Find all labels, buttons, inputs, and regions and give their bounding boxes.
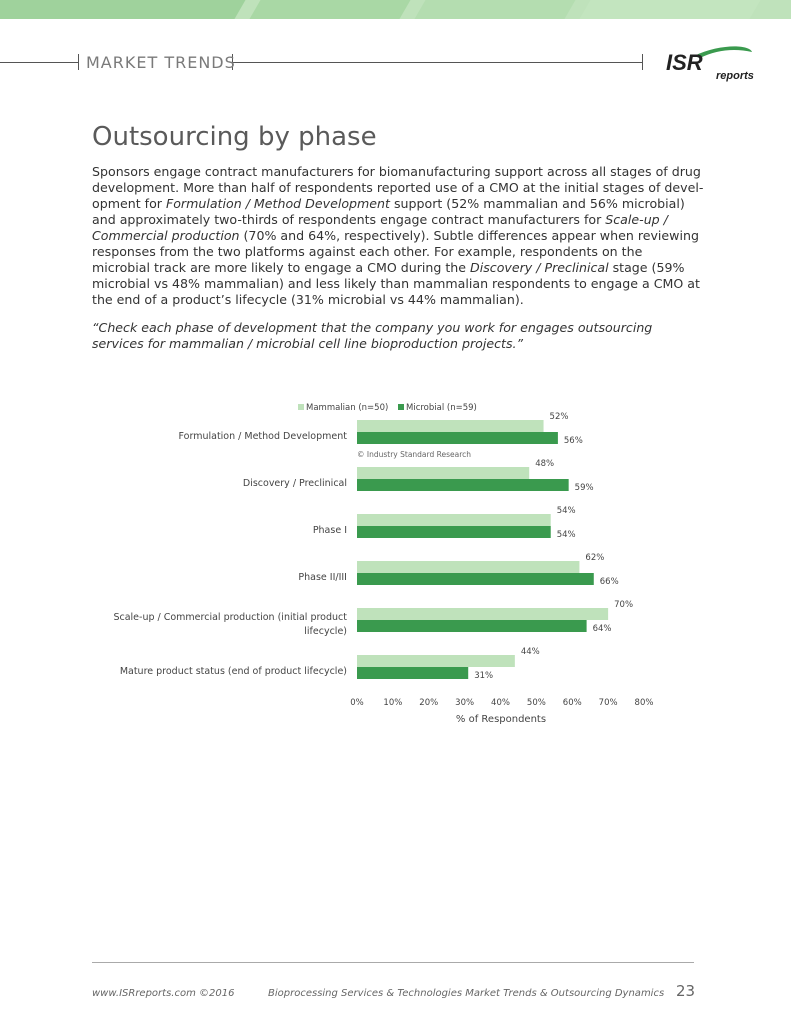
x-tick-label: 10% — [383, 698, 403, 708]
bar — [357, 514, 551, 526]
x-tick-label: 60% — [562, 698, 582, 708]
data-label: 70% — [614, 600, 634, 610]
x-tick-label: 50% — [526, 698, 546, 708]
category-label: Formulation / Method Development — [178, 431, 347, 442]
data-label: 62% — [585, 553, 605, 563]
isr-reports-logo — [664, 46, 764, 82]
bar — [357, 573, 594, 585]
x-tick-label: 0% — [350, 698, 364, 708]
legend-swatch — [398, 404, 404, 410]
category-label: Mature product status (end of product lifecycle) — [119, 666, 347, 677]
data-label: 44% — [520, 647, 540, 657]
x-tick-label: 20% — [419, 698, 439, 708]
data-label: 56% — [563, 436, 583, 446]
x-tick-label: 40% — [491, 698, 510, 708]
data-label: 66% — [599, 577, 619, 587]
bar — [357, 655, 515, 667]
category-label: Phase I — [312, 525, 347, 536]
survey-question-quote: “Check each phase of development that the company you work for engages outsourcing services for mammalian / microbial cell line bioproduction projects.” — [92, 320, 653, 351]
bar — [357, 608, 608, 620]
footer-website[interactable]: www.ISRreports.com ©2016 — [92, 988, 235, 999]
data-label: 59% — [574, 483, 594, 493]
legend-label: Mammalian (n=50) — [306, 403, 389, 413]
header-tick — [78, 54, 79, 70]
bar — [357, 620, 587, 632]
bar — [357, 667, 468, 679]
footer-publication-title: Bioprocessing Services & Technologies Market Trends & Outsourcing Dynamics — [268, 988, 665, 999]
header-rule-left — [0, 62, 78, 63]
header-rule-right — [232, 62, 642, 63]
data-label: 48% — [535, 459, 555, 469]
category-label: Scale-up / Commercial production (initial product — [113, 612, 347, 623]
data-label: 54% — [556, 530, 576, 540]
data-label: 64% — [592, 624, 612, 634]
emphasis-scale-up: Scale-up / Commercial production — [92, 212, 668, 243]
logo-swoosh — [694, 46, 752, 58]
category-label: Phase II/III — [298, 572, 347, 583]
chart-copyright: © Industry Standard Research — [357, 450, 472, 459]
logo-sub-text: reports — [716, 70, 754, 82]
bar — [357, 420, 544, 432]
legend-label: Microbial (n=59) — [406, 403, 477, 413]
section-label: MARKET TRENDS — [86, 53, 236, 72]
x-axis-title: % of Respondents — [455, 714, 547, 725]
header-tick — [642, 54, 643, 70]
page-title: Outsourcing by phase — [92, 122, 377, 152]
emphasis-discovery: Discovery / Preclinical — [470, 260, 609, 275]
logo-main-text: ISR — [666, 50, 703, 75]
bar — [357, 432, 558, 444]
data-label: 52% — [549, 412, 569, 422]
bar — [357, 526, 551, 538]
footer-rule — [92, 962, 694, 963]
bar — [357, 561, 579, 573]
emphasis-formulation: Formulation / Method Development — [165, 196, 390, 211]
outsourcing-by-phase-chart — [0, 390, 791, 735]
data-label: 54% — [556, 506, 576, 516]
page-number: 23 — [676, 982, 696, 1000]
bar — [357, 467, 529, 479]
x-tick-label: 70% — [598, 698, 618, 708]
x-tick-label: 30% — [455, 698, 475, 708]
x-tick-label: 80% — [634, 698, 654, 708]
category-label: lifecycle) — [304, 626, 347, 637]
legend-swatch — [298, 404, 304, 410]
category-label: Discovery / Preclinical — [242, 478, 347, 489]
top-decorative-band — [0, 0, 791, 19]
bar — [357, 479, 569, 491]
data-label: 31% — [474, 671, 494, 681]
body-paragraph: Sponsors engage contract manufacturers for biomanufacturing support across all stages of drug development. More than half of respondents reported use of a CMO at the initial stages of devel-opment for Formulation / Method Development support (52% mammalian and 56% microbial) and approximately two-thirds of respondents engage contract manufacturers for Scale-up / Commercial production (70% and 64%, respectively). Subtle differences appear when reviewing responses from the two platforms against each other. For example, respondents on the microbial track are more likely to engage a CMO during the Discovery / Preclinical stage (59% microbial vs 48% mammalian) and less likely than mammalian respondents to engage a CMO at the end of a product’s lifecycle (31% microbial vs 44% mammalian). — [92, 164, 704, 307]
